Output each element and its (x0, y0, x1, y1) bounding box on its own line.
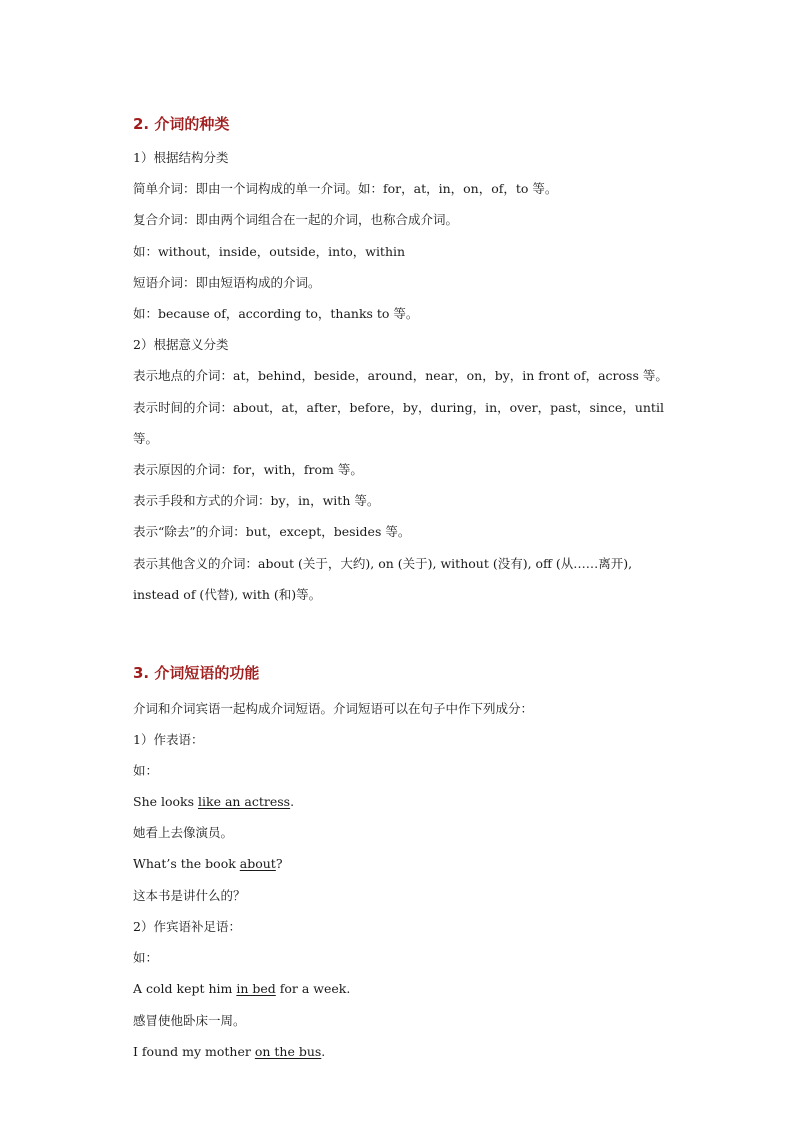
paragraph-compound-examples: 如：without，inside，outside，into，within (133, 244, 406, 259)
paragraph-time: 表示时间的介词：about，at，after，before，by，during，in，over，past，since，until (133, 400, 664, 415)
example-text: for a week. (275, 981, 351, 996)
example-text: What’s the book (133, 856, 240, 871)
subheading-structure: 1）根据结构分类 (133, 150, 229, 165)
paragraph-other: 表示其他含义的介词：about (关于，大约), on (关于), without (没有), off (从……离开), (133, 556, 633, 571)
example-label: 如： (133, 763, 159, 778)
example-text: ? (275, 856, 283, 871)
subheading-meaning: 2）根据意义分类 (133, 337, 229, 352)
subheading-predicative: 1）作表语： (133, 732, 204, 747)
example-text: . (290, 794, 295, 809)
example-sentence (133, 1044, 325, 1060)
underlined-phrase: on the bus (254, 1044, 322, 1059)
paragraph-means: 表示手段和方式的介词：by，in，with 等。 (133, 493, 380, 508)
example-translation: 这本书是讲什么的？ (133, 888, 246, 903)
paragraph-other-cont: instead of (代替), with (和)等。 (133, 587, 322, 602)
paragraph-reason: 表示原因的介词：for，with，from 等。 (133, 462, 363, 477)
paragraph-time-cont: 等。 (133, 431, 159, 446)
paragraph-phrasal-preposition: 短语介词：即由短语构成的介词。 (133, 275, 321, 290)
example-text: . (321, 1044, 326, 1059)
paragraph-intro: 介词和介词宾语一起构成介词短语。介词短语可以在句子中作下列成分： (133, 701, 534, 716)
example-translation: 感冒使他卧床一周。 (133, 1013, 246, 1028)
example-sentence (133, 856, 283, 872)
underlined-phrase: in bed (236, 981, 276, 996)
paragraph-place: 表示地点的介词：at，behind，beside，around，near，on，by，in front of，across 等。 (133, 368, 668, 383)
paragraph-simple-preposition: 简单介词：即由一个词构成的单一介词。如：for，at，in，on，of，to 等。 (133, 181, 558, 196)
example-text: I found my mother (133, 1044, 255, 1059)
example-translation: 她看上去像演员。 (133, 825, 234, 840)
example-text: She looks (133, 794, 198, 809)
paragraph-except: 表示“除去”的介词：but，except，besides 等。 (133, 524, 411, 539)
example-text: A cold kept him (133, 981, 237, 996)
example-label: 如： (133, 950, 159, 965)
example-sentence (133, 794, 294, 810)
underlined-phrase: like an actress (198, 794, 291, 809)
example-sentence (133, 981, 350, 997)
subheading-object-complement: 2）作宾语补足语： (133, 919, 241, 934)
section-heading-3: 3. 介词短语的功能 (133, 664, 260, 682)
paragraph-compound-preposition: 复合介词：即由两个词组合在一起的介词，也称合成介词。 (133, 212, 459, 227)
section-heading-2: 2. 介词的种类 (133, 115, 230, 133)
paragraph-phrasal-examples: 如：because of，according to，thanks to 等。 (133, 306, 419, 321)
underlined-phrase: about (239, 856, 276, 871)
